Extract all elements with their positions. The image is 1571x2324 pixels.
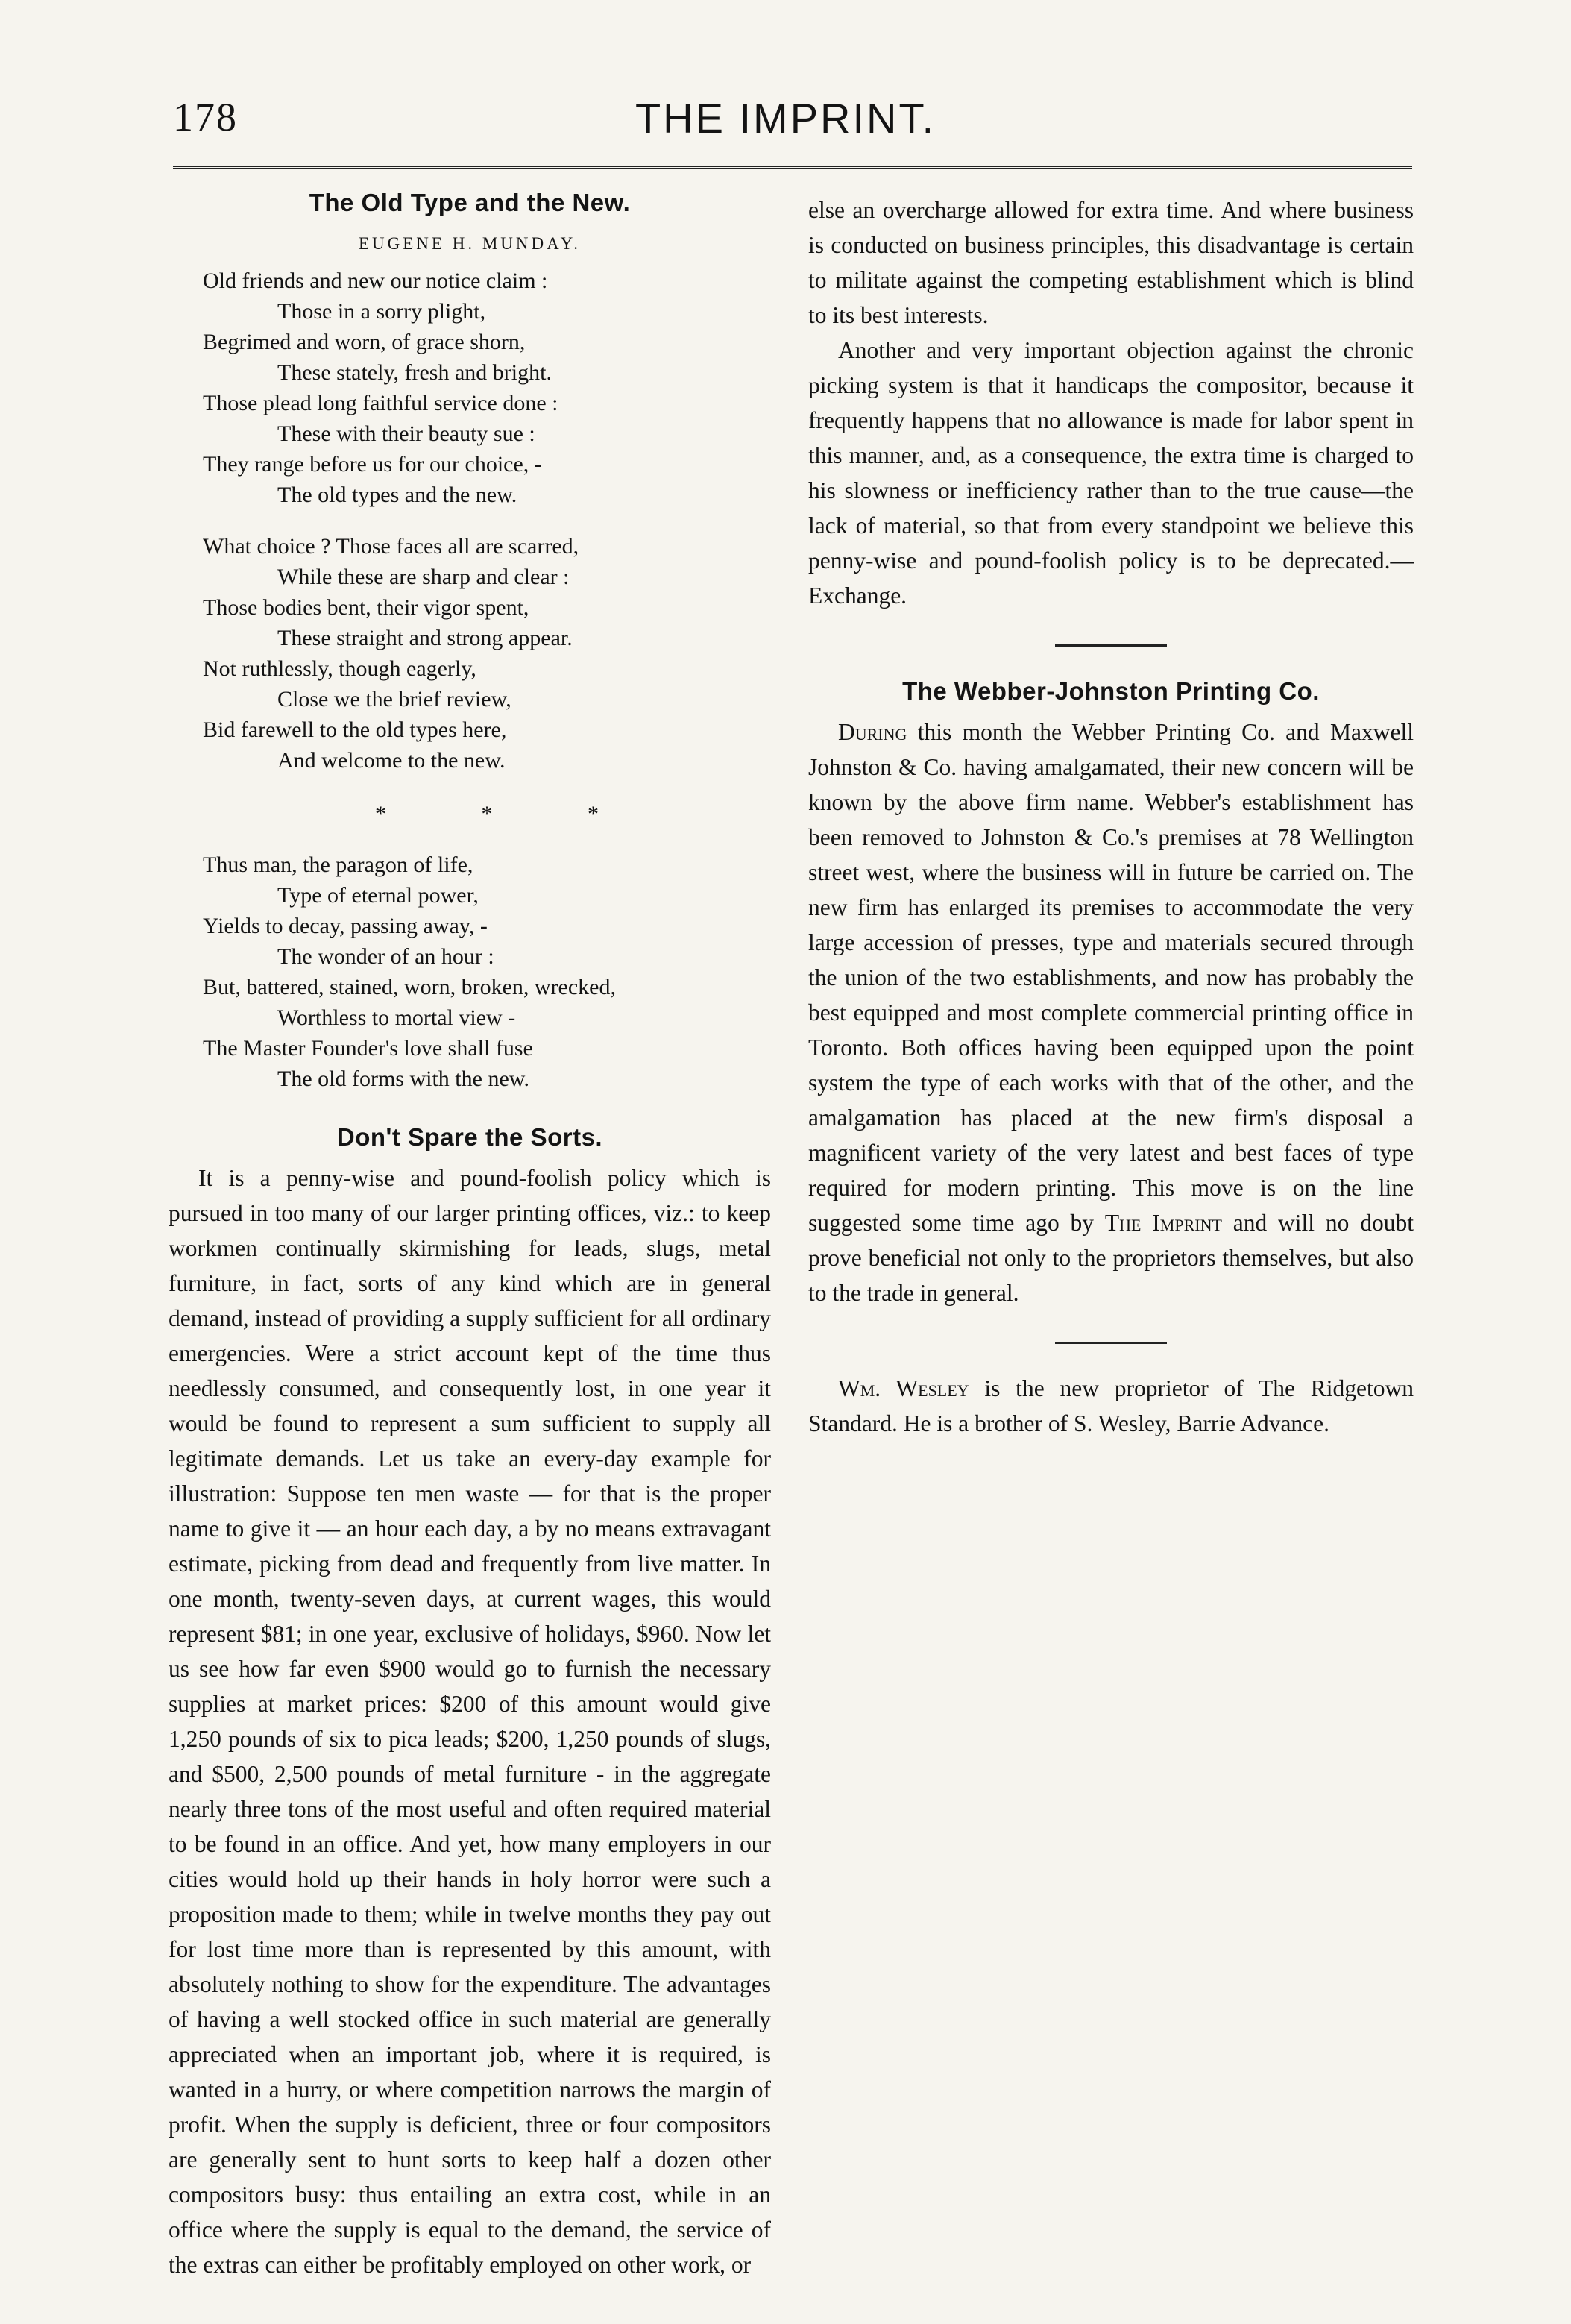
article-body-sorts — [169, 1161, 771, 2282]
poem-line: Old friends and new our notice claim : — [203, 268, 548, 293]
poem-line: These straight and strong appear. — [277, 626, 573, 650]
notice-lead: Wm. Wesley — [838, 1375, 969, 1401]
article-paragraph-continued: else an overcharge allowed for extra time. And where business is conducted on business principles, this disadvantage is certain to militate against the competing establishment which is blind to its best interests. — [808, 197, 1414, 328]
poem-line: Bid farewell to the old types here, — [203, 717, 507, 742]
article-title-webber: The Webber-Johnston Printing Co. — [902, 677, 1320, 705]
poem-line: The old types and the new. — [277, 483, 517, 507]
section-divider — [1055, 1342, 1167, 1344]
poem-title: The Old Type and the New. — [309, 189, 631, 216]
poem-line: Those bodies bent, their vigor spent, — [203, 595, 529, 620]
poem-stanza — [203, 266, 771, 510]
poem-line: Thus man, the paragon of life, — [203, 852, 473, 877]
poem-line: Worthless to mortal view - — [277, 1005, 516, 1030]
poem-line: These with their beauty sue : — [277, 421, 535, 446]
page-number: 178 — [173, 95, 238, 139]
article-body-sorts-continued — [808, 192, 1414, 613]
poem-line: And welcome to the new. — [277, 748, 506, 773]
poem-line: While these are sharp and clear : — [277, 565, 570, 589]
poem-line: What choice ? Those faces all are scarred, — [203, 534, 579, 559]
left-column — [169, 179, 771, 2282]
poem-line: Type of eternal power, — [277, 883, 479, 908]
poem-stanza — [203, 849, 771, 1094]
notice-paragraph — [808, 1371, 1414, 1441]
poem — [203, 266, 771, 1094]
poem-stanza — [203, 531, 771, 776]
poem-line: Those in a sorry plight, — [277, 299, 486, 324]
poem-line: The old forms with the new. — [277, 1067, 529, 1091]
article-title-sorts: Don't Spare the Sorts. — [336, 1123, 603, 1151]
poem-line: Yields to decay, passing away, - — [203, 914, 488, 938]
article-paragraph-webber — [808, 715, 1414, 1310]
header-rule — [173, 166, 1412, 172]
poem-line: But, battered, stained, worn, broken, wrecked, — [203, 975, 616, 999]
poem-line: Those plead long faithful service done : — [203, 391, 558, 415]
running-title: THE IMPRINT. — [635, 95, 936, 142]
section-divider — [1055, 644, 1167, 647]
right-column — [808, 192, 1414, 1441]
poem-line: Close we the brief review, — [277, 687, 511, 712]
imprint-reference: The Imprint — [1104, 1210, 1222, 1236]
lead-word: During — [838, 719, 907, 745]
notice-text: is the new proprietor of The Ridgetown Standard. He is a brother of S. Wesley, Barrie Advance. — [808, 1375, 1414, 1436]
article-text: and will no doubt prove beneficial not only to the proprietors themselves, but also to the trade in general. — [808, 1210, 1414, 1306]
poem-line: The Master Founder's love shall fuse — [203, 1036, 533, 1061]
poem-separator: * * * — [375, 802, 643, 826]
poem-line: Not ruthlessly, though eagerly, — [203, 656, 476, 681]
article-text: this month the Webber Printing Co. and Maxwell Johnston & Co. having amalgamated, their new concern will be known by the above firm name. Webber's establishment has been removed to Johnston & Co.'s premises at 78 Wellington street west, where the business will in future be carried on. The new firm has enlarged its premises to accommodate the very large accession of presses, type and materials secured through the union of the two establishments, and now has probably the best equipped and most complete commercial printing office in Toronto. Both offices having been equipped upon the point system the type of each works with that of the other, and the amalgamation has placed at the new firm's disposal a magnificent variety of the very latest and best faces of type required for modern printing. This move is on the line suggested some time ago by — [808, 719, 1414, 1236]
article-paragraph: Another and very important objection against the chronic picking system is that it handicaps the compositor, because it frequently happens that no allowance is made for labor spent in this manner, and, as a consequence, the extra time is charged to his slowness or inefficiency rather than to the true cause—the lack of material, so that from every standpoint we believe this penny-wise and pound-foolish policy is to be deprecated.—Exchange. — [808, 337, 1414, 609]
poem-line: Begrimed and worn, of grace shorn, — [203, 330, 526, 354]
article-paragraph: It is a penny-wise and pound-foolish policy which is pursued in too many of our larger printing offices, viz.: to keep workmen continually skirmishing for leads, slugs, metal furniture, in fact, sorts of any kind which are in general demand, instead of providing a supply sufficient for all ordinary emergencies. Were a strict account kept of the time thus needlessly consumed, and consequently lost, in one year it would be found to represent a sum sufficient to supply all legitimate demands. Let us take an every-day example for illustration: Suppose ten men waste — for that is the proper name to give it — an hour each day, a by no means extravagant estimate, picking from dead and frequently from live matter. In one month, twenty-seven days, at current wages, this would represent $81; in one year, exclusive of holidays, $960. Now let us see how far even $900 would go to furnish the necessary supplies at market prices: $200 of this amount would give 1,250 pounds of six to pica leads; $200, 1,250 pounds of slugs, and $500, 2,500 pounds of metal furniture - in the aggregate nearly three tons of the most useful and often required material to be found in an office. And yet, how many employers in our cities would hold up their hands in holy horror were such a proposition made to them; while in twelve months they pay out for lost time more than is represented by this amount, with absolutely nothing to show for the expenditure. The advantages of having a well stocked office in such material are generally appreciated when an important job, where it is required, is wanted in a hurry, or where competition narrows the margin of profit. When the supply is deficient, three or four compositors are generally sent to hunt sorts to keep half a dozen other compositors busy: thus entailing an extra cost, while in an office where the supply is equal to the demand, the service of the extras can either be profitably employed on other work, or — [169, 1165, 771, 2278]
poem-line: The wonder of an hour : — [277, 944, 494, 969]
poem-line: These stately, fresh and bright. — [277, 360, 552, 385]
poem-line: They range before us for our choice, - — [203, 452, 542, 477]
poem-author: EUGENE H. MUNDAY. — [358, 234, 581, 253]
